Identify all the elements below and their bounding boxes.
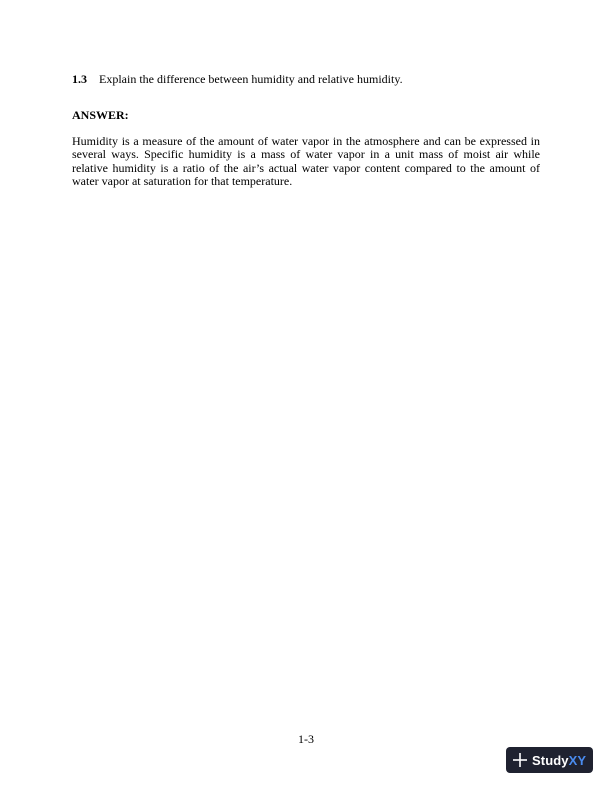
answer-body: Humidity is a measure of the amount of water vapor in the atmosphere and can be expressed in several ways. Specific humidity is a mass of water vapor in a unit mass of moist air while relative humidity is a ratio of the air’s actual water vapor content compared to the amount of water vapor at saturation for that temperature. bbox=[72, 134, 540, 188]
question bbox=[72, 71, 542, 87]
brand-name-main: Study bbox=[532, 752, 569, 768]
question-number: 1.3 bbox=[72, 72, 87, 86]
question-text: Explain the difference between humidity and relative humidity. bbox=[99, 72, 403, 86]
answer-heading: ANSWER: bbox=[72, 108, 129, 122]
plus-icon bbox=[513, 753, 527, 767]
brand-name bbox=[532, 753, 586, 768]
brand-name-accent: XY bbox=[568, 752, 587, 768]
page-number: 1-3 bbox=[298, 732, 314, 746]
studyxy-logo-badge bbox=[506, 747, 593, 773]
